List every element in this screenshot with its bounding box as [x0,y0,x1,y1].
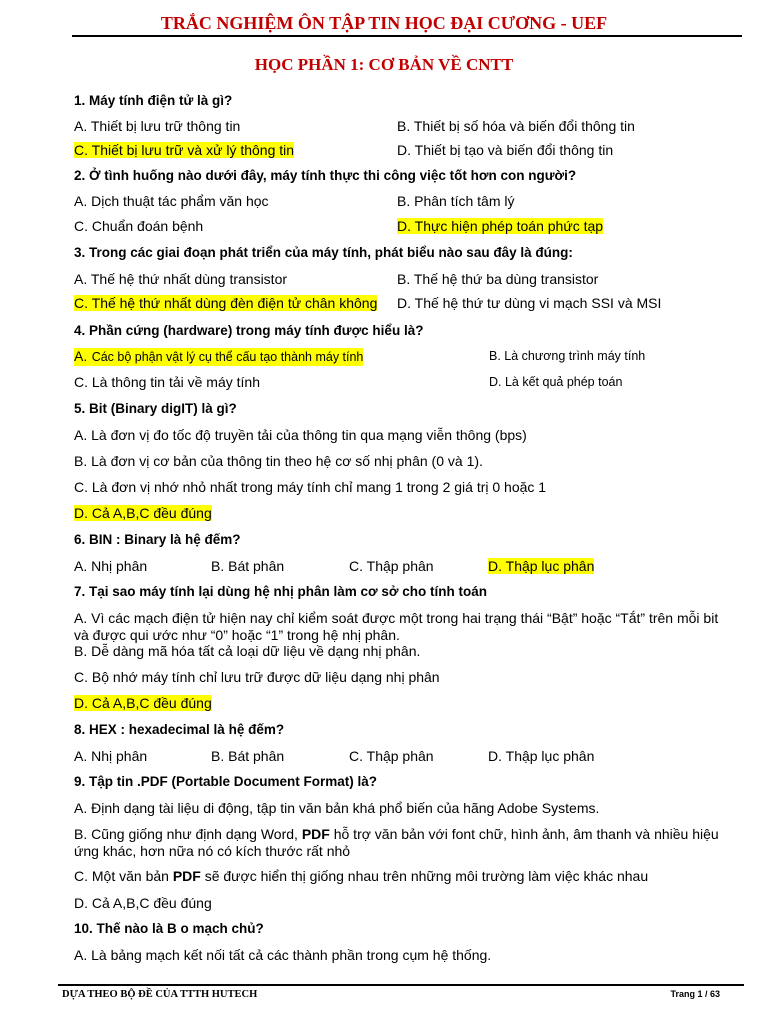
question-10: 10. Thế nào là B o mạch chủ? [74,921,264,936]
q9-option-c-rest: sẽ được hiển thị giống nhau trên những môi trường làm việc khác nhau [204,868,649,884]
q2-option-c: C. Chuẩn đoán bệnh [74,218,204,234]
q9-option-c [74,868,648,884]
q7-option-a: A. Vì các mạch điện tử hiện nay chỉ kiểm soát được một trong hai trạng thái “Bật” hoặc “Tắt” trên mỗi bit và được qui ước như “0” hoặc “1” trong hệ nhị phân. [74,610,719,643]
q4-option-d: D. Là kết quả phép toán [489,375,623,389]
q9-option-b-rest: hỗ trợ văn bản với font chữ, hình ảnh, âm thanh và nhiều hiệu ứng khác, hơn nữa nó có kích thước rất nhỏ [74,826,719,859]
q3-option-d: D. Thế hệ thứ tư dùng vi mạch SSI và MSI [397,295,662,311]
question-1: 1. Máy tính điện tử là gì? [74,93,233,108]
header-rule [72,35,742,37]
footer-rule [58,984,744,986]
question-9: 9. Tập tin .PDF (Portable Document Format) là? [74,774,378,789]
q9-option-b-lead: B. Cũng giống như định dạng Word, [74,826,298,842]
q9-option-c-lead: C. Một văn bản [74,868,169,884]
q8-option-b: B. Bát phân [211,748,285,764]
question-3: 3. Trong các giai đoạn phát triển của máy tính, phát biểu nào sau đây là đúng: [74,245,573,260]
q3-option-c-answer: C. Thế hệ thứ nhất dùng đèn điện tử chân không [74,295,378,311]
q6-option-c: C. Thập phân [349,558,434,574]
q8-option-c: C. Thập phân [349,748,434,764]
q8-option-a: A. Nhị phân [74,748,148,764]
q9-option-d: D. Cả A,B,C đều đúng [74,895,212,911]
question-5: 5. Bit (Binary digIT) là gì? [74,401,237,416]
q9-option-c-pdf: PDF [172,868,201,884]
q5-option-d-answer: D. Cả A,B,C đều đúng [74,505,212,521]
q9-option-b-pdf: PDF [301,826,330,842]
q10-option-a: A. Là bảng mạch kết nối tất cả các thành phần trong cụm hệ thống. [74,947,492,963]
q2-option-d-answer: D. Thực hiện phép toán phức tạp [397,218,604,234]
q5-option-c: C. Là đơn vị nhớ nhỏ nhất trong máy tính chỉ mang 1 trong 2 giá trị 0 hoặc 1 [74,479,547,495]
question-8: 8. HEX : hexadecimal là hệ đếm? [74,722,285,737]
q8-option-d: D. Thập lục phân [488,748,595,764]
question-2: 2. Ở tình huống nào dưới đây, máy tính thực thi công việc tốt hơn con người? [74,168,577,183]
q4-option-a-letter: A. [74,348,88,364]
page-number: Trang 1 / 63 [670,989,720,999]
q4-option-a-text: Các bộ phận vật lý cụ thể cấu tạo thành máy tính [91,350,364,364]
q4-option-b: B. Là chương trình máy tính [489,349,646,363]
question-6: 6. BIN : Binary là hệ đếm? [74,532,241,547]
q7-option-c: C. Bộ nhớ máy tính chỉ lưu trữ được dữ liệu dạng nhị phân [74,669,440,685]
document-header-title: TRẮC NGHIỆM ÔN TẬP TIN HỌC ĐẠI CƯƠNG - UEF [160,13,608,33]
footer-source: DỰA THEO BỘ ĐỀ CỦA TTTH HUTECH [62,989,258,1000]
q4-option-c: C. Là thông tin tải về máy tính [74,374,260,390]
question-7: 7. Tại sao máy tính lại dùng hệ nhị phân làm cơ sở cho tính toán [74,584,487,599]
q7-option-b: B. Dễ dàng mã hóa tất cả loại dữ liệu về dạng nhị phân. [74,643,421,659]
q4-option-a-answer [74,348,363,366]
q6-option-a: A. Nhị phân [74,558,148,574]
q6-option-d-answer: D. Thập lục phân [488,558,595,574]
q1-option-a: A. Thiết bị lưu trữ thông tin [74,118,241,134]
section-title: HỌC PHẦN 1: CƠ BẢN VỀ CNTT [254,55,514,74]
q1-option-c-answer: C. Thiết bị lưu trữ và xử lý thông tin [74,142,295,158]
q5-option-b: B. Là đơn vị cơ bản của thông tin theo hệ cơ số nhị phân (0 và 1). [74,453,483,469]
question-4: 4. Phần cứng (hardware) trong máy tính được hiểu là? [74,323,424,338]
q3-option-a: A. Thế hệ thứ nhất dùng transistor [74,271,288,287]
q9-option-a: A. Định dạng tài liệu di động, tập tin văn bản khá phổ biến của hãng Adobe Systems. [74,800,600,816]
q3-option-b: B. Thế hệ thứ ba dùng transistor [397,271,599,287]
q2-option-a: A. Dịch thuật tác phẩm văn học [74,193,269,209]
q1-option-d: D. Thiết bị tạo và biến đổi thông tin [397,142,614,158]
q5-option-a: A. Là đơn vị đo tốc độ truyền tải của thông tin qua mạng viễn thông (bps) [74,427,527,443]
q9-option-b [74,826,724,860]
q1-option-b: B. Thiết bị số hóa và biến đổi thông tin [397,118,635,134]
q7-option-d-answer: D. Cả A,B,C đều đúng [74,695,212,711]
q2-option-b: B. Phân tích tâm lý [397,193,515,209]
q6-option-b: B. Bát phân [211,558,285,574]
